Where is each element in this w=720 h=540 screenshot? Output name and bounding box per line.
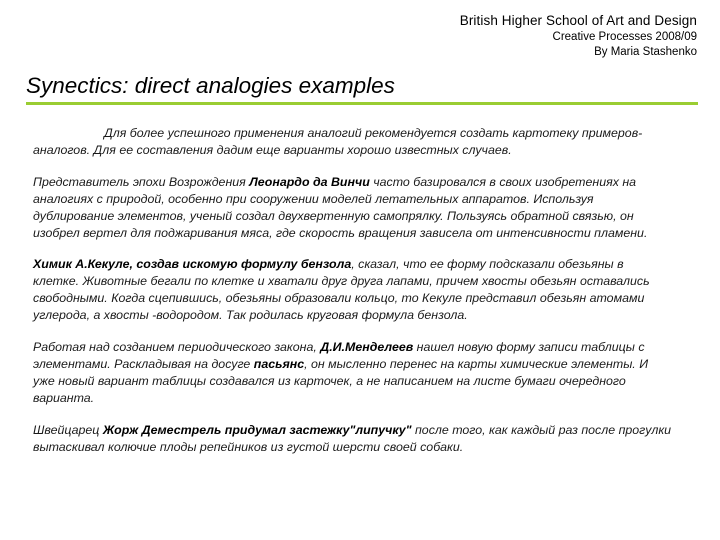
course-name: Creative Processes 2008/09 [552, 31, 697, 43]
solitaire-word: пасьянс [253, 356, 305, 371]
paragraph-leonardo [33, 174, 673, 242]
header [460, 11, 697, 60]
page-title: Synectics: direct analogies examples [26, 73, 395, 98]
author-name: By Maria Stashenko [594, 46, 697, 58]
school-name: British Higher School of Art and Design [459, 13, 697, 28]
paragraph-kekule-text: , сказал, что ее форму подсказали обезьяны в клетке. Животные бегали по клетке и хватали друг друга лапами, причем хвосты обезьян оставались свободными. Когда сцепившись, обезьяны образовали кольцо, то Кекуле представил обезьян атомами углерода, а хвосты -водородом. Так родилась круговая формула бензола. [33, 257, 650, 323]
paragraph-mendeleev-lead: Работая над созданием периодического закона, [33, 340, 321, 355]
paragraph-leonardo-lead: Представитель эпохи Возрождения [33, 174, 250, 189]
paragraph-intro [33, 125, 673, 159]
demestral-name: Жорж Деместрель придумал застежку"липучку" [102, 422, 412, 437]
paragraph-demestral-lead: Швейцарец [33, 422, 103, 437]
body-text [33, 125, 673, 471]
paragraph-demestral [33, 422, 673, 456]
paragraph-demestral-text: после того, как каждый раз после прогулки вытаскивал колючие плоды репейников из густой шерсти своей собаки. [33, 422, 672, 454]
title-divider [26, 102, 698, 105]
paragraph-leonardo-text: часто базировался в своих изобретениях на аналогиях с природой, особенно при сооружении моделей летательных аппаратов. Используя дублирование элементов, ученый создал двухвертенную самопрялку. Пользуясь обратной связью, он изобрел вертел для поджаривания мяса, где скорость вращения зависела от интенсивности пламени. [33, 174, 648, 240]
mendeleev-name: Д.И.Менделеев [320, 340, 414, 355]
paragraph-mendeleev [33, 339, 673, 407]
paragraph-intro-text: Для более успешного применения аналогий рекомендуется создать картотеку примеров-аналогов. Для ее составления дадим еще варианты хорошо известных случаев. [33, 126, 643, 157]
paragraph-mendeleev-middle: нашел новую форму записи таблицы с элементами. Раскладывая на досуге [33, 340, 645, 371]
paragraph-mendeleev-text: , он мысленно перенес на карты химические элементы. И уже новый вариант таблицы создавался из карточек, а не написанием на листе бумаги очередного варианта. [33, 356, 649, 405]
leonardo-name: Леонардо да Винчи [249, 174, 370, 189]
paragraph-kekule [33, 256, 673, 324]
kekule-name: Химик А.Кекуле, создав искомую формулу бензола [33, 257, 352, 272]
